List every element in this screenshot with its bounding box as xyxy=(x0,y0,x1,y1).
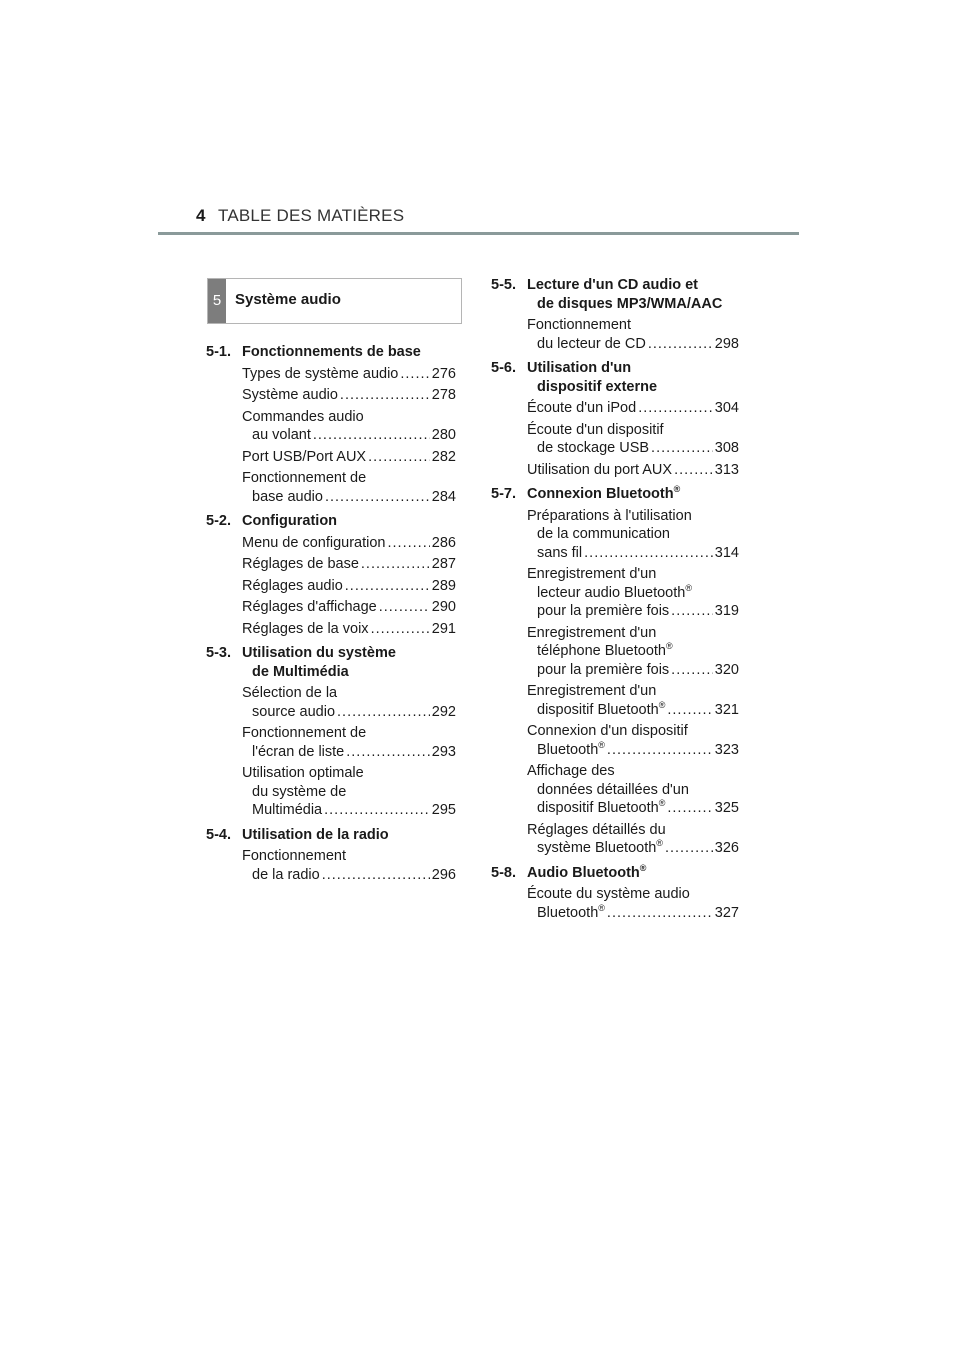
entry-text: données détaillées d'un xyxy=(537,781,689,798)
entry-text: Réglages de la voix xyxy=(242,620,369,637)
toc-entry[interactable] xyxy=(206,386,456,405)
toc-entry[interactable] xyxy=(206,764,456,820)
toc-entry[interactable] xyxy=(206,847,456,884)
entry-text: sans fil xyxy=(537,544,583,561)
entry-text: Écoute du système audio xyxy=(527,886,690,902)
toc-entry[interactable] xyxy=(206,577,456,596)
entry-text: base audio xyxy=(252,488,323,505)
dot-leader xyxy=(345,577,430,596)
dot-leader xyxy=(371,620,430,639)
entry-text: de la radio xyxy=(252,866,320,883)
toc-entry[interactable] xyxy=(491,399,739,418)
section-number: 5-6. xyxy=(491,360,516,376)
page-ref: 278 xyxy=(431,387,456,403)
section-title: Connexion Bluetooth® xyxy=(527,484,681,502)
entry-text: pour la première fois xyxy=(537,603,670,619)
dot-leader xyxy=(648,335,713,354)
page-ref: 295 xyxy=(431,802,456,818)
toc-entry[interactable] xyxy=(206,365,456,384)
entry-text: l'écran de liste xyxy=(252,743,345,760)
toc-section-heading xyxy=(206,512,456,531)
section-number: 5-4. xyxy=(206,826,231,843)
toc-column-right xyxy=(491,276,739,922)
entry-text: Enregistrement d'un xyxy=(527,683,657,699)
dot-leader xyxy=(324,801,430,820)
section-number: 5-5. xyxy=(491,277,516,293)
page-ref: 298 xyxy=(714,335,739,352)
toc-entry[interactable] xyxy=(206,448,456,467)
entry-text: source audio xyxy=(252,703,336,720)
entry-text: de stockage USB xyxy=(537,440,650,456)
chapter-heading xyxy=(207,278,462,324)
dot-leader xyxy=(322,866,430,885)
toc-column-left xyxy=(206,343,456,884)
page-ref: 327 xyxy=(714,904,739,921)
page-ref: 289 xyxy=(431,577,456,594)
entry-text: au volant xyxy=(252,427,311,443)
toc-entry[interactable] xyxy=(206,408,456,445)
page-ref: 296 xyxy=(431,866,456,883)
toc-entry[interactable] xyxy=(491,682,739,719)
entry-text: lecteur audio Bluetooth® xyxy=(537,582,692,601)
page-ref: 321 xyxy=(714,701,739,718)
entry-text: Enregistrement d'un xyxy=(527,624,657,641)
page-ref: 325 xyxy=(714,800,739,816)
page-ref: 308 xyxy=(714,440,739,456)
toc-entry[interactable] xyxy=(206,620,456,639)
dot-leader xyxy=(368,448,430,467)
page-ref: 304 xyxy=(714,400,739,416)
section-title: Configuration xyxy=(242,513,338,529)
toc-entry[interactable] xyxy=(491,421,739,458)
page-ref: 313 xyxy=(714,461,739,478)
section-title: Audio Bluetooth® xyxy=(527,862,647,881)
dot-leader xyxy=(671,602,713,621)
running-title: TABLE DES MATIÈRES xyxy=(218,206,405,225)
toc-entry[interactable] xyxy=(206,724,456,761)
section-number: 5-3. xyxy=(206,645,231,661)
toc-entry[interactable] xyxy=(491,885,739,922)
page-ref: 287 xyxy=(431,556,456,572)
entry-text: Utilisation du port AUX xyxy=(527,461,673,478)
page-number: 4 xyxy=(196,206,206,225)
section-title: Utilisation du système xyxy=(242,645,396,661)
entry-text: du lecteur de CD xyxy=(537,335,646,352)
entry-text: Réglages audio xyxy=(242,577,343,594)
page-ref: 286 xyxy=(431,534,456,551)
section-title: de Multimédia xyxy=(252,663,349,680)
toc-entry[interactable] xyxy=(206,684,456,721)
page-ref: 323 xyxy=(714,741,739,758)
dot-leader xyxy=(667,799,712,818)
entry-text: du système de xyxy=(252,783,347,800)
toc-section-heading xyxy=(491,485,739,504)
dot-leader xyxy=(313,426,430,445)
dot-leader xyxy=(584,544,713,563)
entry-text: Système audio xyxy=(242,387,338,403)
entry-text: Port USB/Port AUX xyxy=(242,448,367,465)
entry-text: Sélection de la xyxy=(242,685,338,701)
section-number: 5-8. xyxy=(491,864,516,881)
toc-section-heading xyxy=(491,276,739,313)
entry-text: Fonctionnement xyxy=(527,317,631,333)
page-ref: 291 xyxy=(431,620,456,637)
page-ref: 293 xyxy=(431,743,456,760)
entry-text: Fonctionnement de xyxy=(242,470,367,486)
section-title: de disques MP3/WMA/AAC xyxy=(537,295,723,312)
dot-leader xyxy=(638,399,713,418)
dot-leader xyxy=(388,534,430,553)
toc-entry[interactable] xyxy=(491,722,739,759)
toc-entry[interactable] xyxy=(491,461,739,480)
entry-text: dispositif Bluetooth® xyxy=(537,699,666,718)
page-ref: 319 xyxy=(714,603,739,619)
dot-leader xyxy=(337,703,430,722)
entry-text: système Bluetooth® xyxy=(537,838,663,856)
entry-text: Menu de configuration xyxy=(242,534,386,551)
page-ref: 290 xyxy=(431,599,456,615)
entry-text: Bluetooth® xyxy=(537,739,605,758)
dot-leader xyxy=(340,386,430,405)
toc-entry[interactable] xyxy=(206,534,456,553)
entry-text: dispositif Bluetooth® xyxy=(537,798,666,816)
dot-leader xyxy=(665,839,713,858)
dot-leader xyxy=(607,741,713,760)
dot-leader xyxy=(607,904,713,923)
entry-text: de la communication xyxy=(537,526,670,542)
dot-leader xyxy=(361,555,430,574)
page-ref: 284 xyxy=(431,488,456,505)
toc-section-heading xyxy=(206,343,456,362)
toc-section-heading xyxy=(206,644,456,681)
entry-text: Préparations à l'utilisation xyxy=(527,507,692,524)
toc-section-heading xyxy=(206,826,456,845)
page-ref: 276 xyxy=(431,365,456,382)
toc-entry[interactable] xyxy=(206,469,456,506)
toc-entry[interactable] xyxy=(491,821,739,858)
dot-leader xyxy=(651,439,713,458)
page-ref: 320 xyxy=(714,661,739,678)
toc-entry[interactable] xyxy=(491,624,739,680)
toc-entry[interactable] xyxy=(206,598,456,617)
page-ref: 280 xyxy=(431,427,456,443)
dot-leader xyxy=(671,661,713,680)
toc-entry[interactable] xyxy=(206,555,456,574)
entry-text: Multimédia xyxy=(252,802,323,818)
entry-text: Écoute d'un iPod xyxy=(527,400,637,416)
entry-text: Affichage des xyxy=(527,763,615,779)
dot-leader xyxy=(325,488,430,507)
dot-leader xyxy=(379,598,430,617)
entry-text: Réglages détaillés du xyxy=(527,821,666,838)
toc-entry[interactable] xyxy=(491,762,739,818)
chapter-title: Système audio xyxy=(235,291,341,308)
entry-text: Écoute d'un dispositif xyxy=(527,421,664,438)
toc-section-heading xyxy=(491,359,739,396)
section-number: 5-2. xyxy=(206,513,231,529)
entry-text: Fonctionnement xyxy=(242,848,346,864)
section-title: Utilisation d'un xyxy=(527,360,632,376)
entry-text: Types de système audio xyxy=(242,365,399,382)
entry-text: téléphone Bluetooth® xyxy=(537,641,673,659)
entry-text: Utilisation optimale xyxy=(242,765,364,781)
toc-entry[interactable] xyxy=(491,316,739,353)
section-number: 5-1. xyxy=(206,344,231,360)
entry-text: Connexion d'un dispositif xyxy=(527,723,688,739)
section-title: Fonctionnements de base xyxy=(242,344,421,360)
chapter-number: 5 xyxy=(208,279,226,323)
entry-text: Réglages d'affichage xyxy=(242,599,377,615)
entry-text: Enregistrement d'un xyxy=(527,566,657,582)
dot-leader xyxy=(674,461,713,480)
toc-entry[interactable] xyxy=(491,565,739,621)
entry-text: Bluetooth® xyxy=(537,902,605,921)
dot-leader xyxy=(400,365,429,384)
toc-entry[interactable] xyxy=(491,507,739,563)
page-ref: 282 xyxy=(431,448,456,465)
section-title: Utilisation de la radio xyxy=(242,826,389,843)
header-rule xyxy=(158,232,799,235)
entry-text: Fonctionnement de xyxy=(242,725,367,741)
section-title: dispositif externe xyxy=(537,378,658,395)
dot-leader xyxy=(667,701,712,720)
section-number: 5-7. xyxy=(491,486,516,502)
toc-section-heading xyxy=(491,864,739,883)
page-ref: 314 xyxy=(714,544,739,561)
entry-text: Réglages de base xyxy=(242,556,359,572)
dot-leader xyxy=(346,743,430,762)
page-header xyxy=(0,0,960,240)
entry-text: pour la première fois xyxy=(537,661,670,678)
page-ref: 326 xyxy=(714,840,739,856)
section-title: Lecture d'un CD audio et xyxy=(527,277,699,293)
page-ref: 292 xyxy=(431,703,456,720)
entry-text: Commandes audio xyxy=(242,408,364,425)
